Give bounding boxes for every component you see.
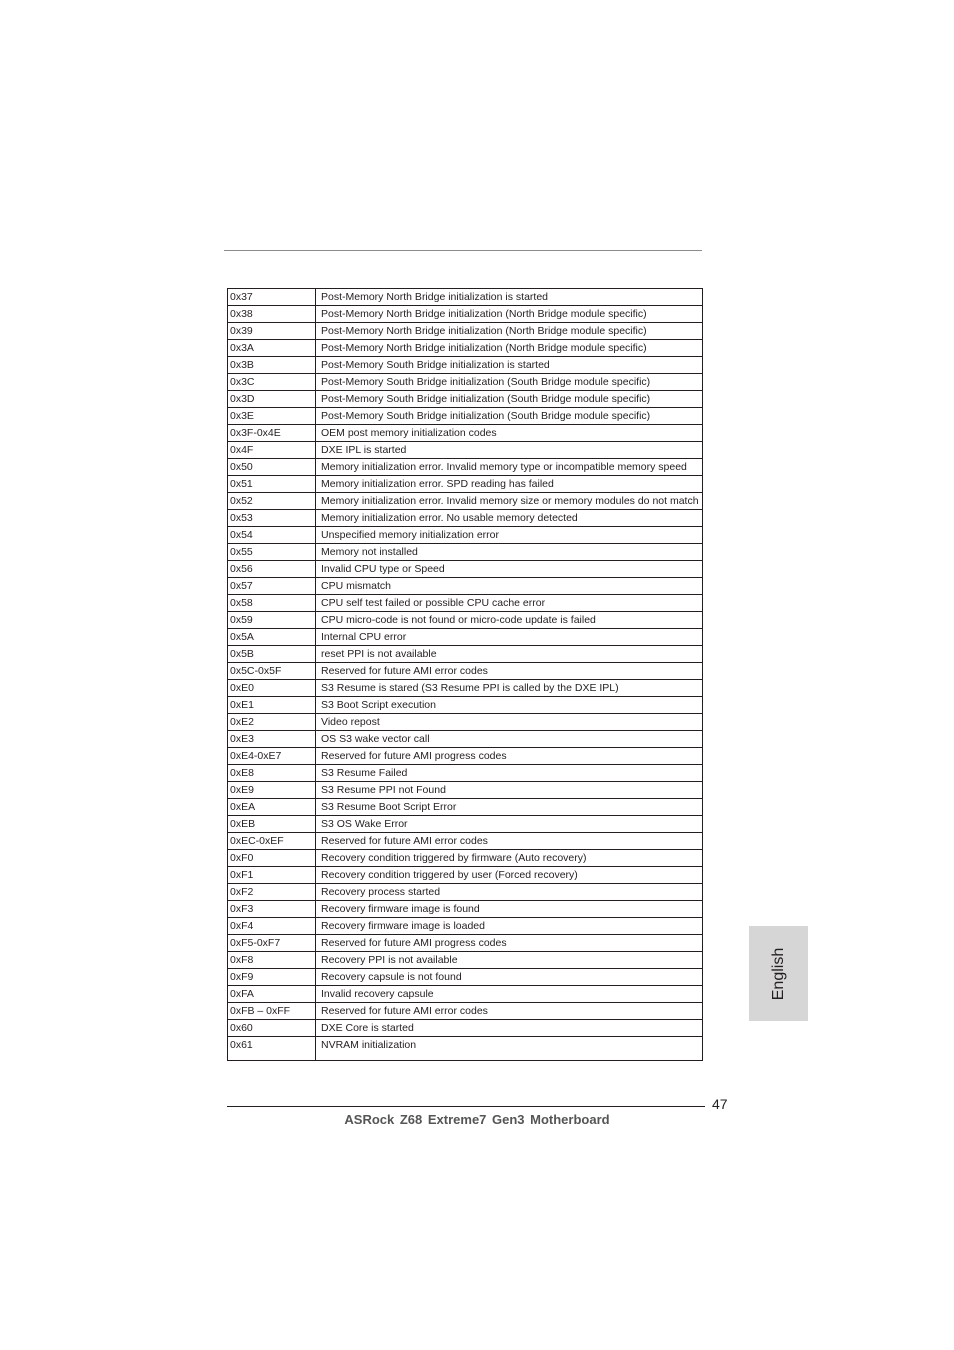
code-cell: 0x51 [228,476,316,493]
description-cell: Recovery process started [316,884,703,901]
table-row [228,969,703,986]
table-row [228,544,703,561]
description-cell: Internal CPU error [316,629,703,646]
code-cell: 0x4F [228,442,316,459]
table-row [228,748,703,765]
description-cell: Memory not installed [316,544,703,561]
description-cell: Reserved for future AMI error codes [316,833,703,850]
code-cell: 0xF1 [228,867,316,884]
code-cell: 0xE4-0xE7 [228,748,316,765]
code-cell: 0x52 [228,493,316,510]
table-row [228,374,703,391]
code-cell: 0x58 [228,595,316,612]
code-cell: 0xEC-0xEF [228,833,316,850]
table-row [228,697,703,714]
description-cell: Post-Memory South Bridge initialization (South Bridge module specific) [316,374,703,391]
description-cell: S3 Boot Script execution [316,697,703,714]
code-cell: 0x61 [228,1037,316,1061]
code-cell: 0xFB – 0xFF [228,1003,316,1020]
footer-divider [227,1106,705,1107]
description-cell: S3 Resume PPI not Found [316,782,703,799]
code-cell: 0xF0 [228,850,316,867]
table-row [228,952,703,969]
table-row [228,629,703,646]
code-cell: 0xEA [228,799,316,816]
post-code-table [227,288,703,1061]
code-cell: 0xE1 [228,697,316,714]
table-row [228,646,703,663]
table-row [228,918,703,935]
code-cell: 0x3A [228,340,316,357]
description-cell: Reserved for future AMI error codes [316,1003,703,1020]
description-cell: Recovery condition triggered by firmware (Auto recovery) [316,850,703,867]
description-cell: Memory initialization error. No usable memory detected [316,510,703,527]
code-cell: 0x60 [228,1020,316,1037]
code-cell: 0xE0 [228,680,316,697]
description-cell: DXE IPL is started [316,442,703,459]
code-cell: 0xF5-0xF7 [228,935,316,952]
table-row [228,459,703,476]
code-cell: 0xF9 [228,969,316,986]
code-cell: 0xF2 [228,884,316,901]
description-cell: CPU micro-code is not found or micro-code update is failed [316,612,703,629]
code-cell: 0xE3 [228,731,316,748]
description-cell: Reserved for future AMI progress codes [316,935,703,952]
description-cell: Post-Memory North Bridge initialization (North Bridge module specific) [316,323,703,340]
code-cell: 0x3F-0x4E [228,425,316,442]
description-cell: Recovery firmware image is loaded [316,918,703,935]
table-row [228,901,703,918]
description-cell: OEM post memory initialization codes [316,425,703,442]
table-row [228,884,703,901]
description-cell: Recovery capsule is not found [316,969,703,986]
code-cell: 0x3C [228,374,316,391]
description-cell: NVRAM initialization [316,1037,703,1061]
code-cell: 0xE8 [228,765,316,782]
table-row [228,816,703,833]
description-cell: Post-Memory South Bridge initialization (South Bridge module specific) [316,408,703,425]
code-cell: 0x38 [228,306,316,323]
code-cell: 0xF3 [228,901,316,918]
table-row [228,867,703,884]
post-code-table-body [228,289,703,1061]
table-row [228,306,703,323]
description-cell: Post-Memory North Bridge initialization (North Bridge module specific) [316,306,703,323]
table-row [228,578,703,595]
description-cell: Reserved for future AMI progress codes [316,748,703,765]
description-cell: S3 Resume Failed [316,765,703,782]
description-cell: Invalid recovery capsule [316,986,703,1003]
code-cell: 0xEB [228,816,316,833]
code-cell: 0x39 [228,323,316,340]
description-cell: Video repost [316,714,703,731]
table-row [228,782,703,799]
code-cell: 0x59 [228,612,316,629]
table-row [228,527,703,544]
code-cell: 0x57 [228,578,316,595]
table-row [228,663,703,680]
description-cell: Memory initialization error. Invalid memory size or memory modules do not match [316,493,703,510]
table-row [228,1037,703,1061]
description-cell: DXE Core is started [316,1020,703,1037]
code-cell: 0xF8 [228,952,316,969]
description-cell: Post-Memory South Bridge initialization (South Bridge module specific) [316,391,703,408]
table-row [228,850,703,867]
table-row [228,476,703,493]
language-tab-label: English [769,947,787,1000]
code-cell: 0x54 [228,527,316,544]
table-row [228,442,703,459]
table-row [228,714,703,731]
table-row [228,799,703,816]
code-cell: 0x3D [228,391,316,408]
table-row [228,340,703,357]
table-row [228,986,703,1003]
code-cell: 0x56 [228,561,316,578]
table-row [228,680,703,697]
code-cell: 0x3E [228,408,316,425]
table-row [228,493,703,510]
table-row [228,425,703,442]
description-cell: OS S3 wake vector call [316,731,703,748]
table-row [228,1020,703,1037]
code-cell: 0x53 [228,510,316,527]
description-cell: Unspecified memory initialization error [316,527,703,544]
code-cell: 0xE2 [228,714,316,731]
table-row [228,391,703,408]
description-cell: S3 Resume Boot Script Error [316,799,703,816]
table-row [228,833,703,850]
description-cell: S3 OS Wake Error [316,816,703,833]
description-cell: S3 Resume is stared (S3 Resume PPI is called by the DXE IPL) [316,680,703,697]
code-cell: 0x55 [228,544,316,561]
code-cell: 0xE9 [228,782,316,799]
description-cell: Memory initialization error. SPD reading has failed [316,476,703,493]
code-cell: 0x5A [228,629,316,646]
description-cell: Recovery firmware image is found [316,901,703,918]
table-row [228,731,703,748]
table-row [228,408,703,425]
description-cell: CPU mismatch [316,578,703,595]
table-row [228,510,703,527]
table-row [228,323,703,340]
description-cell: reset PPI is not available [316,646,703,663]
code-cell: 0xF4 [228,918,316,935]
table-row [228,935,703,952]
description-cell: Post-Memory North Bridge initialization is started [316,289,703,306]
table-row [228,595,703,612]
code-cell: 0x5C-0x5F [228,663,316,680]
language-tab [749,926,808,1021]
code-cell: 0x3B [228,357,316,374]
top-divider [224,250,702,251]
description-cell: Post-Memory North Bridge initialization (North Bridge module specific) [316,340,703,357]
code-cell: 0x50 [228,459,316,476]
description-cell: Recovery PPI is not available [316,952,703,969]
code-cell: 0x5B [228,646,316,663]
table-row [228,1003,703,1020]
description-cell: Memory initialization error. Invalid memory type or incompatible memory speed [316,459,703,476]
table-row [228,289,703,306]
code-cell: 0x37 [228,289,316,306]
description-cell: CPU self test failed or possible CPU cache error [316,595,703,612]
description-cell: Reserved for future AMI error codes [316,663,703,680]
table-row [228,765,703,782]
code-cell: 0xFA [228,986,316,1003]
description-cell: Post-Memory South Bridge initialization is started [316,357,703,374]
table-row [228,357,703,374]
description-cell: Recovery condition triggered by user (Forced recovery) [316,867,703,884]
table-row [228,612,703,629]
page-number: 47 [712,1096,728,1112]
table-row [228,561,703,578]
description-cell: Invalid CPU type or Speed [316,561,703,578]
footer-title: ASRock Z68 Extreme7 Gen3 Motherboard [344,1112,610,1127]
